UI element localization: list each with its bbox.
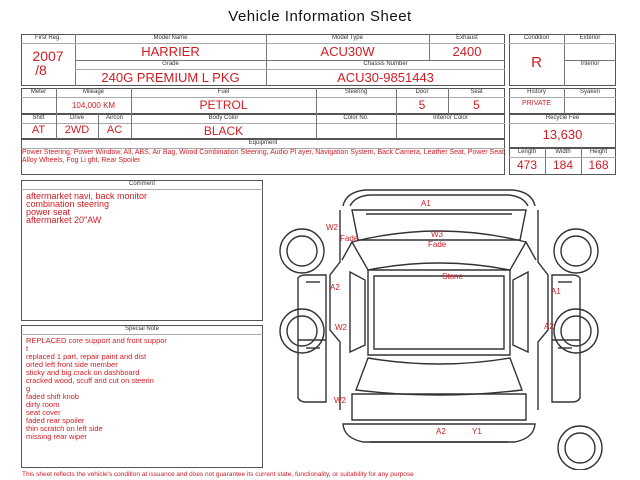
model-name: HARRIER	[141, 44, 200, 59]
seat-label: Seat	[470, 89, 483, 95]
comment-lines	[26, 192, 147, 224]
aircon: AC	[106, 124, 123, 136]
note-line: faded rear spoiler	[26, 416, 85, 425]
model-name-label: Model Name	[153, 35, 188, 41]
damage-mark: W2	[335, 323, 347, 332]
exhaust-label: Exhaust	[456, 35, 478, 41]
note-line: sticky and big crack on dashboard	[26, 368, 140, 377]
chassis-number: ACU30-9851443	[337, 70, 434, 85]
note-line: REPLACED core support and front suppor	[26, 336, 167, 345]
mileage: 104,000 KM	[71, 101, 116, 110]
first-reg-year: 2007	[32, 48, 64, 64]
condition-label: Condition	[523, 35, 550, 41]
condition-grade: R	[531, 54, 542, 71]
shift-label: Shift	[32, 115, 45, 121]
note-line: t	[26, 344, 29, 353]
comment-line: aftermarket 20"AW	[26, 215, 102, 225]
seat-count: 5	[473, 98, 480, 112]
damage-mark: Stone	[442, 272, 463, 281]
damage-mark: Fade	[428, 240, 447, 249]
height: 168	[588, 158, 609, 172]
note-line: seat cover	[26, 408, 61, 417]
model-type-label: Model Type	[332, 35, 363, 41]
exterior-label: Exterior	[579, 35, 601, 41]
damage-mark: A2	[330, 283, 340, 292]
grade: 240G PREMIUM L PKG	[101, 70, 240, 85]
body-color: BLACK	[203, 124, 244, 138]
aircon-label: Aircon	[105, 115, 123, 121]
fuel: PETROL	[199, 98, 248, 112]
mileage-label: Mileage	[82, 89, 104, 95]
note-line: thin scratch on left side	[26, 424, 103, 433]
note-line: faded shift knob	[26, 392, 79, 401]
special-note-label: Special Note	[124, 326, 160, 332]
steering-label: Steering	[344, 89, 368, 95]
drive-label: Drive	[69, 115, 84, 121]
recycle-fee: 13,630	[542, 127, 583, 142]
chassis-label: Chassis Number	[363, 61, 408, 67]
recycle-fee-label: Recycle Fee	[545, 115, 580, 121]
damage-mark: W2	[326, 223, 338, 232]
damage-mark: A2	[544, 322, 554, 331]
first-reg-month: /8	[35, 62, 47, 78]
note-line: dirty room	[26, 400, 60, 409]
comment-line: combination steering	[26, 199, 110, 209]
damage-mark: A1	[421, 199, 431, 208]
note-line: cracked wood, scuff and cut on steerin	[26, 376, 154, 385]
height-label: Height	[589, 149, 608, 155]
body-color-label: Body Color	[208, 115, 239, 121]
damage-mark: Fade	[340, 234, 359, 243]
interior-color-label: Interior Color	[433, 115, 468, 121]
interior-label: Interior	[580, 61, 600, 67]
history-label: History	[527, 89, 546, 95]
disclaimer: This sheet reflects the vehicle's condition at issuance and does not guarantee its current state, functionality, or suitability for any purpose	[22, 471, 414, 478]
damage-mark: Y1	[472, 427, 482, 436]
history: PRIVATE	[522, 100, 551, 107]
exhaust: 2400	[452, 44, 482, 59]
fuel-label: Fuel	[217, 89, 230, 95]
grade-label: Grade	[162, 61, 179, 67]
damage-mark: A2	[436, 427, 446, 436]
note-line: orted left front side member	[26, 360, 118, 369]
comment-label: Comment	[128, 181, 155, 187]
note-line: g	[26, 384, 31, 393]
width-label: Width	[555, 149, 571, 155]
drive: 2WD	[64, 124, 90, 136]
first-reg-label: First Reg.	[34, 35, 61, 41]
door-count: 5	[418, 98, 426, 112]
syaken-label: Syaken	[579, 89, 600, 95]
meter-label: Meter	[30, 89, 47, 95]
model-type: ACU30W	[320, 44, 375, 59]
car-damage-diagram	[270, 180, 615, 470]
note-line: missing rear wiper	[26, 432, 87, 441]
comment-line: aftermarket navi, back monitor	[26, 191, 148, 201]
damage-mark: W3	[431, 230, 443, 239]
special-note-lines	[26, 337, 167, 441]
length-label: Length	[517, 149, 537, 155]
sheet-title: Vehicle Information Sheet	[228, 8, 412, 25]
length: 473	[516, 158, 538, 172]
damage-mark: W2	[334, 396, 346, 405]
comment-line: power seat	[26, 207, 71, 217]
shift: AT	[31, 124, 46, 136]
damage-mark: A1	[551, 287, 561, 296]
equipment-list: Power Steering, Power Window, All, ABS, Air Bag, Wood Combination Steering, Audio Pl ayer, Navigation System, Back Camera, Leather Seat, Power Seat, Alloy Wheels, Fog Li ght, Rear Spoiler	[22, 149, 506, 164]
equipment-label: Equipment	[248, 140, 278, 146]
color-no-label: Color No.	[343, 115, 369, 121]
width: 184	[552, 158, 574, 172]
note-line: replaced 1 part, repair paint and dist	[26, 352, 147, 361]
door-label: Door	[415, 89, 429, 95]
